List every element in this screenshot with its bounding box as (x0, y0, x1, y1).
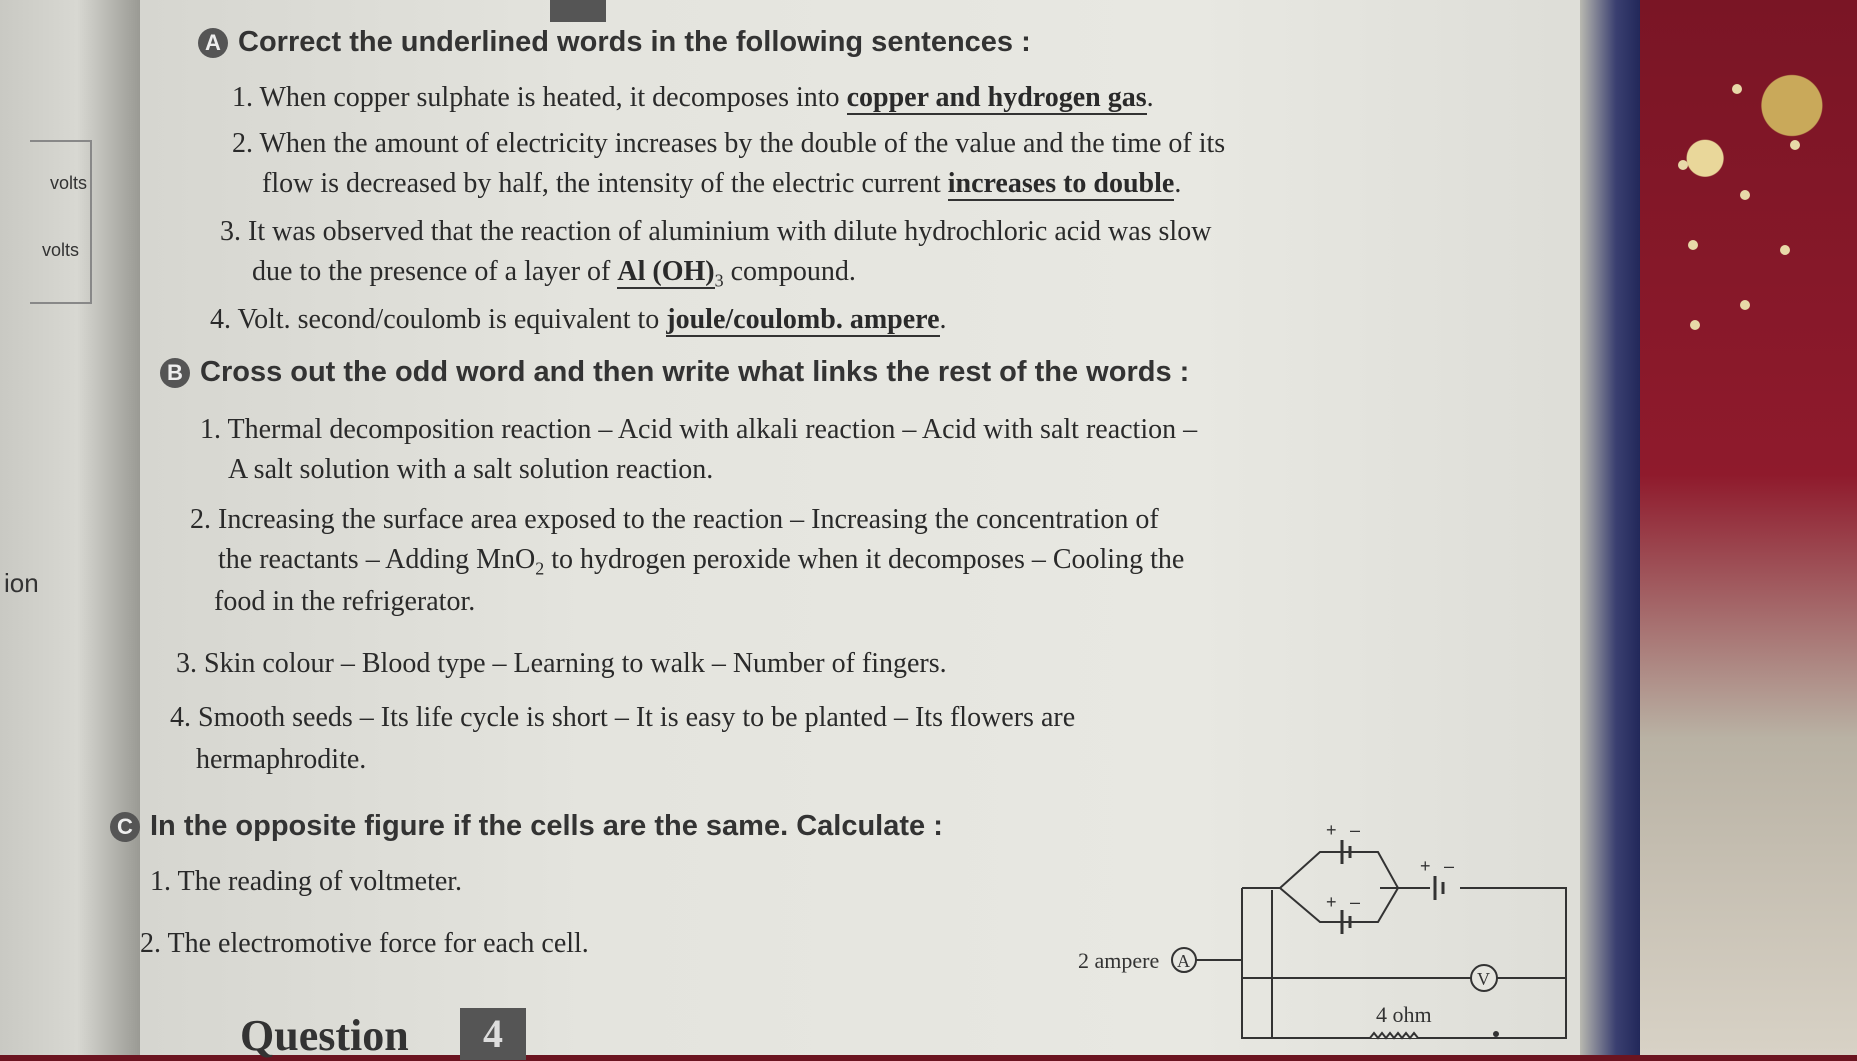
carpet-dot (1740, 300, 1750, 310)
textbook-page (117, 0, 1640, 1060)
section-b-item-2-line-3: food in the refrigerator. (214, 586, 476, 617)
page-binding-edge (1580, 0, 1640, 1055)
switch-icon (1493, 1031, 1499, 1037)
circuit-diagram (1020, 810, 1580, 1055)
cell-2-minus: – (1350, 892, 1361, 912)
section-a-item-4: 4. Volt. second/coulomb is equivalent to joule/coulomb. ampere. (210, 304, 947, 335)
background-carpet (1640, 0, 1857, 1055)
resistance-label: 4 ohm (1376, 1002, 1432, 1027)
left-page-edge (0, 0, 140, 1055)
left-volts-label-2: volts (42, 240, 80, 260)
section-b-item-2-line-1: 2. Increasing the surface area exposed to the reaction – Increasing the concentration of (190, 504, 1159, 535)
carpet-dot (1790, 140, 1800, 150)
page-top-tab (550, 0, 606, 22)
section-b-item-1-line-1: 1. Thermal decomposition reaction – Acid with alkali reaction – Acid with salt reaction – (200, 414, 1198, 445)
section-c-heading: C In the opposite figure if the cells are the same. Calculate : (110, 810, 943, 843)
section-c-item-2: 2. The electromotive force for each cell. (140, 928, 589, 959)
cell-3-minus: – (1444, 856, 1455, 876)
question-number-badge: 4 (460, 1008, 526, 1060)
circuit-ammeter-wire (1196, 888, 1242, 960)
ammeter-label: A (1177, 951, 1190, 971)
left-volts-label-1: volts (50, 173, 88, 193)
section-b-item-2-line-2: the reactants – Adding MnO$_2$ to hydrogen peroxide when it decomposes – Cooling the (218, 544, 1185, 579)
section-a-heading: A Correct the underlined words in the following sentences : (198, 26, 1031, 59)
section-a-item-2-line-1: 2. When the amount of electricity increases by the double of the value and the time of its (232, 128, 1226, 159)
section-a-item-2-line-2: flow is decreased by half, the intensity of the electric current increases to double. (262, 168, 1182, 199)
section-b-item-4-line-1: 4. Smooth seeds – Its life cycle is short – It is easy to be planted – Its flowers are (170, 702, 1076, 733)
section-b-item-3: 3. Skin colour – Blood type – Learning to walk – Number of fingers. (176, 648, 947, 679)
cell-3-plus: + (1420, 856, 1431, 876)
question-title: Question (240, 1011, 409, 1060)
left-ion-label: ion (4, 568, 39, 598)
carpet-dot (1688, 240, 1698, 250)
section-b-item-1-line-2: A salt solution with a salt solution reaction. (228, 454, 714, 485)
section-b-item-4-line-2: hermaphrodite. (196, 744, 367, 775)
voltmeter-label: V (1477, 969, 1490, 989)
cell-1-plus: + (1326, 820, 1337, 840)
section-a-badge: A (198, 28, 228, 58)
carpet-dot (1678, 160, 1688, 170)
section-a-item-1: 1. When copper sulphate is heated, it decomposes into copper and hydrogen gas. (232, 82, 1154, 113)
current-label: 2 ampere (1078, 948, 1160, 973)
carpet-dot (1780, 245, 1790, 255)
section-a-item-3-line-2: due to the presence of a layer of Al $(OH)_3$ compound. (252, 256, 856, 291)
section-c-badge: C (110, 812, 140, 842)
section-c-item-1: 1. The reading of voltmeter. (150, 866, 463, 897)
carpet-dot (1740, 190, 1750, 200)
left-page-diagram-box (30, 140, 92, 304)
section-b-badge: B (160, 358, 190, 388)
cell-2-plus: + (1326, 892, 1337, 912)
resistor-icon (1370, 1033, 1418, 1038)
section-a-item-3-line-1: 3. It was observed that the reaction of aluminium with dilute hydrochloric acid was slow (220, 216, 1212, 247)
carpet-dot (1732, 84, 1742, 94)
section-b-heading: B Cross out the odd word and then write what links the rest of the words : (160, 356, 1189, 389)
carpet-dot (1690, 320, 1700, 330)
cell-1-minus: – (1350, 820, 1361, 840)
